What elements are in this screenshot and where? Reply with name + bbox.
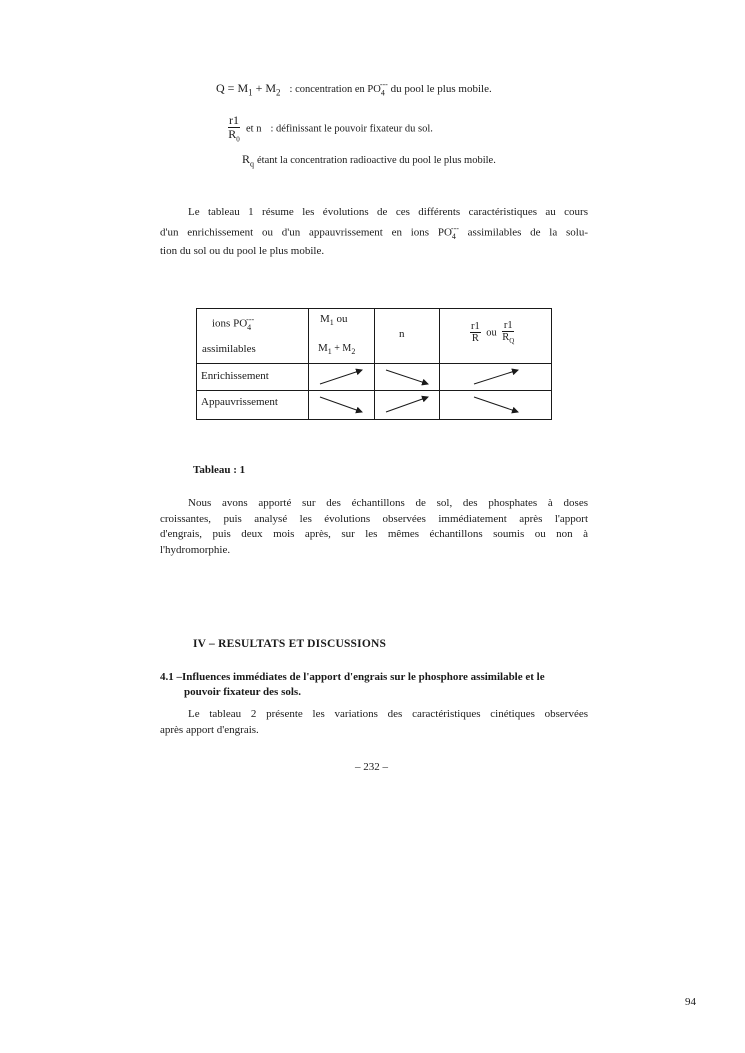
- eq-rq-desc: étant la concentration radioactive du pool le plus mobile.: [257, 155, 496, 166]
- section-heading: IV – RESULTATS ET DISCUSSIONS: [193, 638, 387, 650]
- para1-line2a: d'un enrichissement ou d'un appauvrissement en ions PO: [160, 226, 452, 239]
- header-ou2: ou: [486, 327, 497, 339]
- eq-frac-desc: : définissant le pouvoir fixateur du sol.: [270, 123, 433, 135]
- header-frac-a-den: R: [471, 333, 479, 345]
- eq-q-sub4: 4: [380, 88, 385, 98]
- header-frac-a-num: r1: [471, 321, 480, 333]
- header-m1-ou: ou: [333, 313, 348, 325]
- paragraph-results: [160, 707, 588, 738]
- fraction-denominator: [228, 128, 240, 144]
- eq-q-sup: ---: [379, 80, 388, 89]
- equation-rq: [242, 152, 496, 168]
- eq-rq-sub: q: [250, 159, 255, 169]
- fraction-r1-r0: [228, 114, 240, 143]
- eq-et-n: et n: [246, 123, 262, 135]
- header-ions-sup: ---: [246, 315, 255, 324]
- eq-rq-symbol: R: [242, 152, 251, 166]
- row-appauvrissement: Appauvrissement: [201, 396, 278, 408]
- trend-arrow-down: [474, 397, 518, 412]
- eq-q-tail: du pool le plus mobile.: [387, 83, 492, 95]
- para1-line2b: assimilables de la solu-: [458, 226, 588, 239]
- header-m1-text: M: [320, 313, 330, 325]
- trend-arrow-up: [386, 397, 428, 412]
- header-ions-text: ions PO: [212, 317, 248, 330]
- trend-arrow-up: [474, 370, 518, 384]
- subsection-line1: 4.1 –Influences immédiates de l'apport d'engrais sur le phosphore assimilable et le: [160, 671, 545, 683]
- table-evolutions: [196, 308, 552, 420]
- para1-line2: [160, 221, 588, 244]
- fraction-numerator: r1: [229, 113, 239, 127]
- eq-q-sub1: 1: [248, 87, 253, 98]
- subsection-line2: pouvoir fixateur des sols.: [184, 686, 301, 698]
- trend-arrow-down: [320, 397, 362, 412]
- para1-line2-sup: ---: [450, 223, 459, 233]
- header-n: n: [399, 328, 405, 340]
- arrow-layer: [320, 370, 518, 412]
- para3-line1-text: Le tableau 2 présente les variations des caractéristiques cinétiques observées: [188, 708, 588, 720]
- header-m1m2-plus: + M: [331, 343, 352, 354]
- para3-line2: après apport d'engrais.: [160, 723, 259, 736]
- fraction-den-symbol: R: [228, 126, 237, 141]
- para1-line2-sub: 4: [451, 231, 456, 241]
- eq-q-desc: : concentration en PO: [289, 84, 381, 95]
- header-m1m2-text: M: [318, 342, 328, 354]
- eq-q-eq: = M: [227, 81, 249, 95]
- page-number-corner: 94: [685, 996, 696, 1008]
- fraction-den-sub: 0: [236, 134, 240, 143]
- table-trend-arrows: [196, 308, 552, 420]
- para2-line3: d'engrais, puis deux mois après, sur les mêmes échantillons soumis ou non à: [160, 528, 588, 540]
- para1-line1-text: Le tableau 1 résume les évolutions de ces différents caractéristiques au cours: [188, 206, 588, 218]
- trend-arrow-down: [386, 370, 428, 384]
- para1-line1: [160, 205, 588, 221]
- subsection-heading: [160, 670, 588, 700]
- page-number-center: – 232 –: [355, 761, 388, 773]
- header-ions-sub: 4: [247, 322, 252, 332]
- table-caption: Tableau : 1: [193, 464, 246, 476]
- eq-q-lhs: Q: [216, 81, 225, 95]
- header-frac-b-den-sub: Q: [509, 337, 515, 346]
- para2-line1-text: Nous avons apporté sur des échantillons de sol, des phosphates à doses: [188, 497, 588, 509]
- row-enrichissement: Enrichissement: [201, 370, 269, 382]
- header-frac-b-den-sym: R: [502, 332, 510, 344]
- para2-line2: croissantes, puis analysé les évolutions observées immédiatement après l'apport: [160, 512, 588, 525]
- header-m1m2-sub1: 1: [327, 347, 332, 357]
- header-frac-b-num: r1: [503, 320, 513, 331]
- para2-line1: [160, 496, 588, 512]
- header-assimilables: assimilables: [202, 343, 256, 355]
- eq-q-plus: + M: [252, 81, 277, 95]
- header-m1m2-sub2: 2: [351, 347, 356, 357]
- trend-arrow-up: [320, 370, 362, 384]
- paragraph-intro: [160, 205, 588, 259]
- para3-line1: [160, 707, 588, 723]
- equation-q: [216, 80, 492, 97]
- para2-line4: l'hydromorphie.: [160, 543, 231, 556]
- para1-line3: tion du sol ou du pool le plus mobile.: [160, 244, 325, 257]
- paragraph-method: [160, 496, 588, 558]
- equation-fraction: [228, 114, 433, 143]
- eq-q-sub2: 2: [276, 87, 281, 98]
- header-m1-sub: 1: [329, 318, 334, 328]
